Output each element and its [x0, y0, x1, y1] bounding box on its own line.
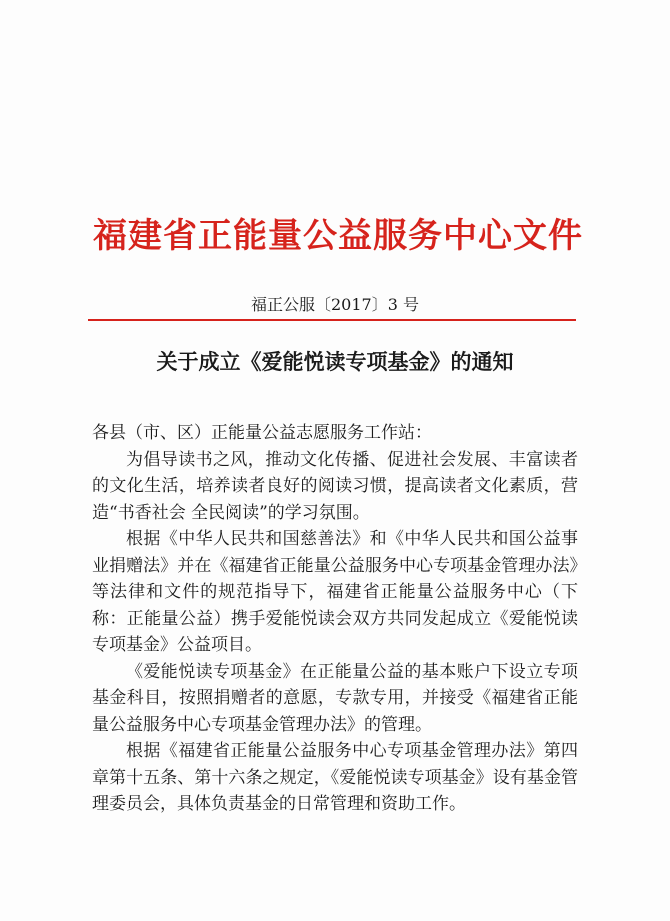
document-body [92, 420, 578, 818]
document-number: 福正公服〔2017〕3 号 [251, 295, 419, 314]
paragraph-fund-account: 《爱能悦读专项基金》在正能量公益的基本账户下设立专项基金科目，按照捐赠者的意愿，专款专用，并接受《福建省正能量公益服务中心专项基金管理办法》的管理。 [92, 661, 578, 735]
paragraph-legal-basis: 根据《中华人民共和国慈善法》和《中华人民共和国公益事业捐赠法》并在《福建省正能量公益服务中心专项基金管理办法》等法律和文件的规范指导下，福建省正能量公益服务中心（下称：正能量公益）携手爱能悦读会双方共同发起成立《爱能悦读专项基金》公益项目。 [92, 529, 578, 655]
paragraph-purpose: 为倡导读书之风，推动文化传播、促进社会发展、丰富读者的文化生活，培养读者良好的阅读习惯，提高读者文化素质，营造“书香社会 全民阅读”的学习氛围。 [92, 449, 578, 523]
red-divider-line [88, 319, 576, 321]
salutation: 各县（市、区）正能量公益志愿服务工作站： [92, 423, 432, 443]
notice-title: 关于成立《爱能悦读专项基金》的通知 [156, 349, 514, 374]
org-header-title: 福建省正能量公益服务中心文件 [93, 216, 583, 256]
paragraph-management-committee: 根据《福建省正能量公益服务中心专项基金管理办法》第四章第十五条、第十六条之规定，《爱能悦读专项基金》设有基金管理委员会，具体负责基金的日常管理和资助工作。 [92, 741, 578, 814]
